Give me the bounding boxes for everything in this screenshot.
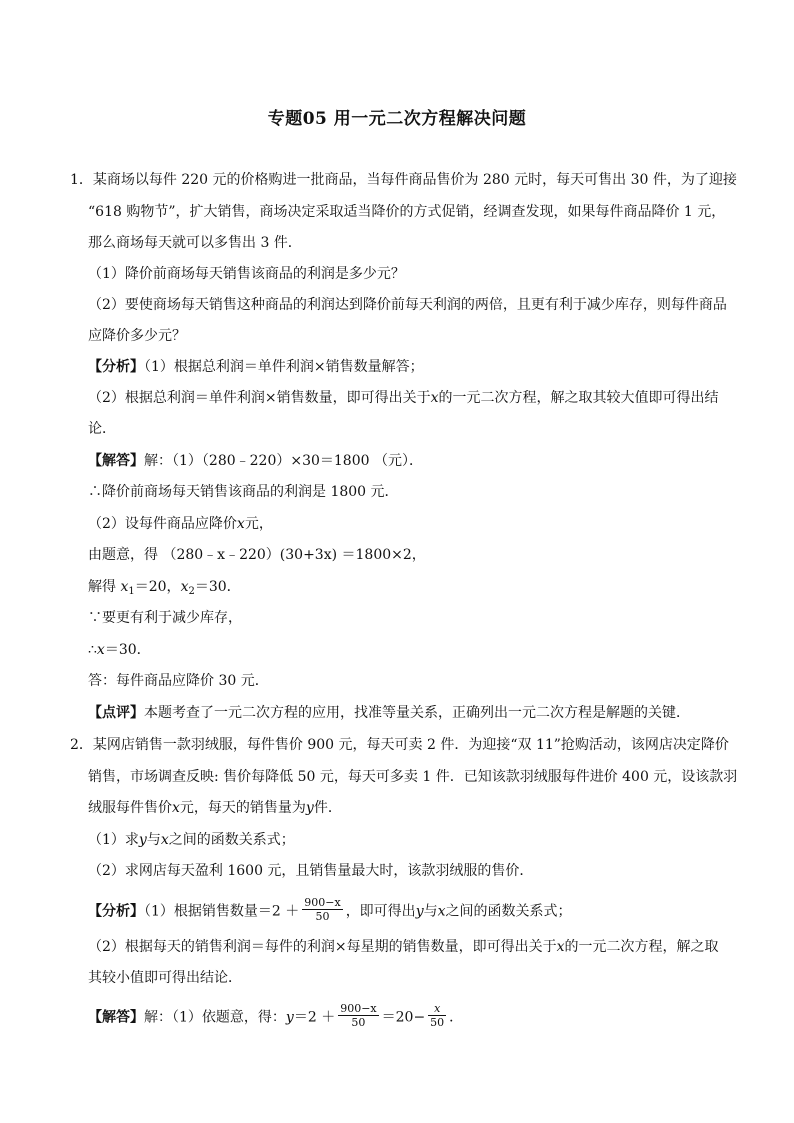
stem-text: 元，每天的销售量为 [179,800,306,816]
fraction-numerator: 900−x [340,1002,377,1015]
question-text: （1）求 [88,832,139,848]
solution-text: 解：（1）（280﹣220）×30＝1800 （元）． [144,453,423,469]
problem-1-solution-6: ∵要更有利于减少库存， [88,610,242,626]
problem-1-solution-3 [88,514,273,534]
problem-1-question-2-line-2: 应降价多少元？ [88,328,186,344]
page-title: 专题05 用一元二次方程解决问题 [267,109,527,129]
analysis-text: ，即可得出 [345,903,416,920]
analysis-text: （1）根据销售数量＝2 ＋ [144,903,300,920]
problem-1-analysis-1 [88,357,424,377]
problem-1-solution-2: ∴降价前商场每天销售该商品的利润是 1800 元． [88,484,399,500]
question-text: 之间的函数关系式； [168,832,295,848]
solution-text: ＝2 ＋ [293,1009,336,1026]
problem-2-stem-text-1: 某网店销售一款羽绒服，每件售价 900 元，每天可卖 2 件．为迎接“双 11”抢购活动，该网店决定降价 [92,737,729,753]
problem-1-stem-line-2: “618 购物节”，扩大销售，商场决定采取适当降价的方式促销，经调查发现，如果每件商品降价 1 元， [88,204,726,220]
problem-1-stem-line-1 [70,170,737,190]
problem-1-solution-1 [88,451,423,471]
analysis-tag: 【分析】 [88,359,144,375]
solution-tag: 【解答】 [88,1009,144,1026]
variable-y: y [305,800,314,816]
fraction [302,896,342,923]
problem-1-stem-text-1: 某商场以每件 220 元的价格购进一批商品，当每件商品售价为 280 元时，每天可售出 30 件，为了迎接 [92,172,737,188]
problem-2-question-1 [88,830,295,850]
subscript-1: 1 [128,586,135,597]
solution-text: ＝30． [194,579,241,595]
variable-y: y [285,1009,294,1026]
variable-x2: x [180,579,189,595]
variable-x: x [160,832,169,848]
problem-2-analysis-3: 其较小值即可得出结论． [88,970,242,986]
fraction [428,1002,446,1029]
solution-text: ＝20， [134,579,181,595]
analysis-text: 之间的函数关系式； [445,903,572,920]
problem-2-stem-line-3 [88,798,342,818]
analysis-text: 的一元二次方程，解之取其较大值即可得出结 [438,390,719,406]
variable-x: x [430,390,439,406]
problem-1-solution-4: 由题意，得 （280﹣x﹣220）(30+3x) ＝1800×2， [88,547,426,563]
variable-x: x [236,516,245,532]
variable-x: x [172,800,180,816]
therefore-symbol: ∴ [88,642,97,658]
problem-1-comment [88,703,690,723]
variable-x: x [556,939,565,955]
problem-2-stem-line-1 [70,735,729,755]
solution-tag: 【解答】 [88,453,144,469]
solution-text: 解得 [88,579,121,595]
stem-text: 绒服每件售价 [88,800,172,816]
problem-2-question-2: （2）求网店每天盈利 1600 元，且销售量最大时，该款羽绒服的售价． [88,863,534,879]
solution-text: ． [449,1009,464,1026]
variable-x1: x [120,579,129,595]
solution-text: ＝30． [104,642,151,658]
comment-text: 本题考查了一元二次方程的应用，找准等量关系，正确列出一元二次方程是解题的关键． [144,705,690,721]
variable-y: y [415,903,424,920]
solution-text: （2）设每件商品应降价 [88,516,237,532]
subscript-2: 2 [188,586,195,597]
solution-text: ＝20− [381,1009,426,1026]
problem-2-analysis-1 [88,898,572,925]
problem-1-solution-7 [88,640,151,660]
problem-1-question-2-line-1: （2）要使商场每天销售这种商品的利润达到降价前每天利润的两倍，且更有利于减少库存，则每件商品 [88,297,727,313]
problem-2-analysis-2 [88,937,719,957]
fraction-denominator: 50 [302,909,342,923]
problem-1-solution-5 [88,577,241,597]
variable-x: x [96,642,105,658]
solution-text: 解：（1）依题意，得： [144,1009,286,1026]
stem-text: 件． [313,800,342,816]
fraction [338,1002,378,1029]
solution-text: 元， [244,516,273,532]
problem-1-number: 1． [70,172,93,188]
problem-1-question-1: （1）降价前商场每天销售该商品的利润是多少元？ [88,266,405,282]
variable-x: x [437,903,446,920]
comment-tag: 【点评】 [88,705,144,721]
problem-1-stem-line-3: 那么商场每天就可以多售出 3 件． [88,235,302,251]
fraction-numerator: 900−x [304,896,341,909]
problem-1-answer: 答：每件商品应降价 30 元． [88,673,269,689]
fraction-denominator: 50 [430,1016,445,1029]
analysis-tag: 【分析】 [88,903,144,920]
fraction-numerator: x [434,1002,441,1015]
fraction-denominator: 50 [338,1015,378,1029]
analysis-text: （1）根据总利润＝单件利润×销售数量解答； [144,359,424,375]
analysis-text: （2）根据每天的销售利润＝每件的利润×每星期的销售数量，即可得出关于 [88,939,557,955]
analysis-text: 的一元二次方程，解之取 [564,939,719,955]
analysis-text: （2）根据总利润＝单件利润×销售数量，即可得出关于 [88,390,431,406]
problem-2-solution-1 [88,1004,463,1031]
analysis-text: 与 [423,903,438,920]
problem-2-number: 2． [70,737,93,753]
variable-y: y [138,832,147,848]
question-text: 与 [146,832,161,848]
problem-1-analysis-2 [88,388,719,408]
problem-2-stem-line-2: 销售，市场调查反映: 售价每降低 50 元，每天可多卖 1 件．已知该款羽绒服每件进价 400 元，设该款羽 [88,769,738,785]
problem-1-analysis-3: 论． [88,421,116,437]
